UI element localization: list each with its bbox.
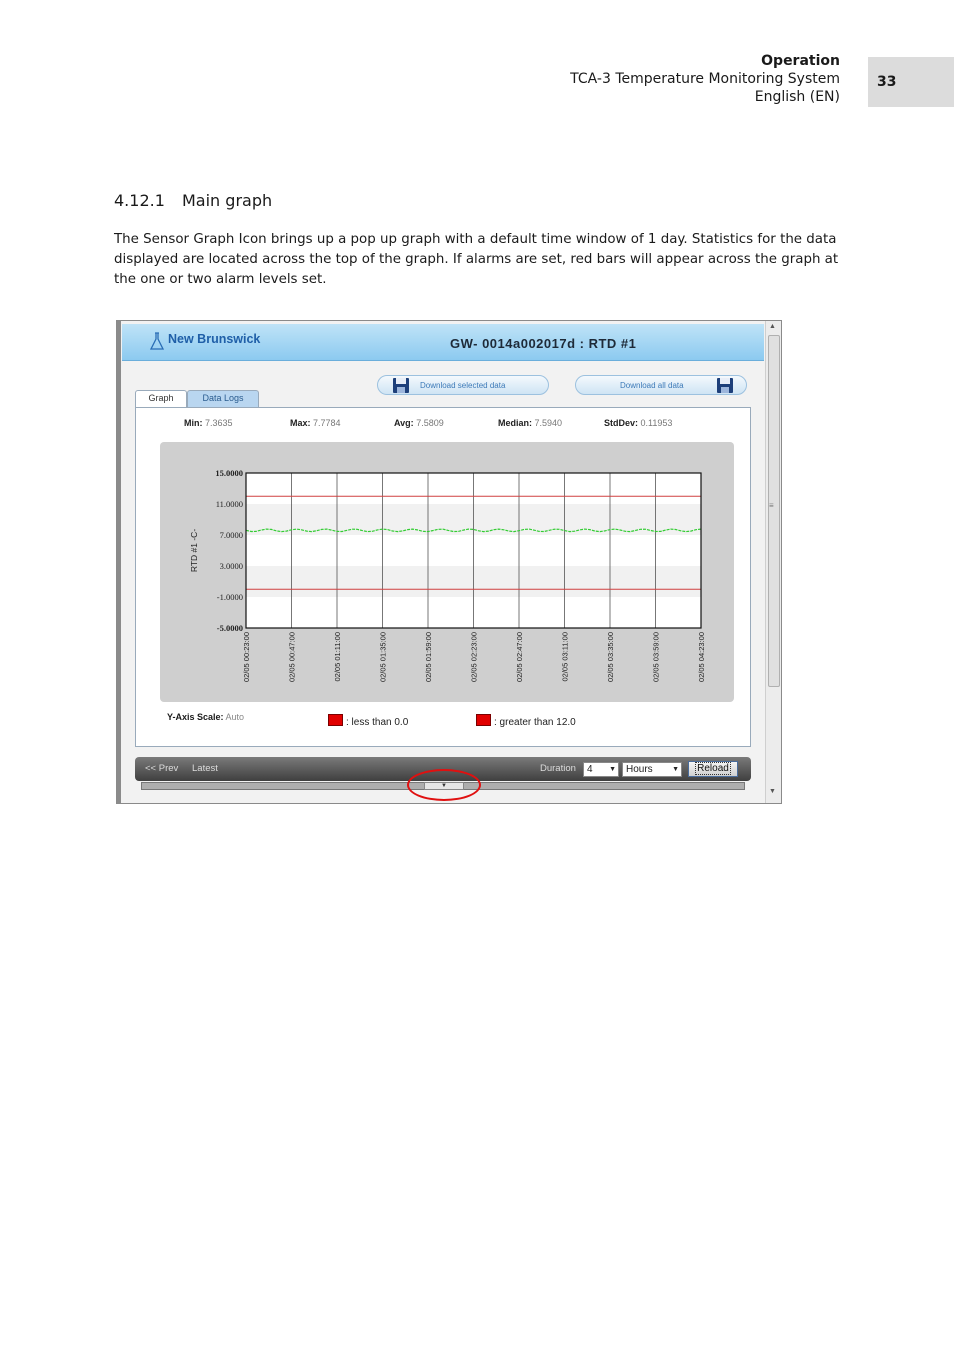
brand-logo: New Brunswick — [168, 332, 261, 346]
section-heading — [114, 191, 272, 210]
reload-button[interactable]: Reload — [688, 761, 738, 777]
red-swatch — [328, 714, 343, 726]
latest-link[interactable]: Latest — [192, 763, 218, 774]
y-tick-label: 3.0000 — [219, 561, 243, 571]
duration-label: Duration — [540, 763, 576, 774]
unit-select[interactable]: Hours ▼ — [622, 762, 682, 777]
highlight-circle — [407, 769, 481, 801]
x-tick-label: 02/05 00:47:00 — [287, 632, 297, 683]
header-language: English (EN) — [754, 89, 840, 105]
vertical-scrollbar[interactable] — [765, 321, 781, 803]
app-banner — [122, 324, 764, 361]
y-axis-label: RTD #1 -C- — [189, 528, 199, 573]
section-title: Main graph — [182, 191, 273, 210]
flask-icon — [149, 332, 165, 352]
prev-link[interactable]: << Prev — [145, 763, 179, 774]
chevron-down-icon: ▼ — [609, 766, 616, 773]
download-all-button[interactable] — [575, 375, 747, 395]
y-tick-label: 7.0000 — [219, 530, 243, 540]
stat-avg: Avg: 7.5809 — [394, 418, 444, 428]
x-tick-label: 02/05 01:11:00 — [333, 632, 342, 682]
chevron-down-icon: ▼ — [672, 766, 679, 773]
scroll-up-icon[interactable]: ▲ — [769, 323, 776, 330]
x-tick-label: 02/05 03:59:00 — [651, 632, 661, 683]
download-all-label: Download all data — [620, 381, 684, 390]
scroll-handle[interactable]: ▼ — [424, 782, 464, 790]
page-number: 33 — [868, 57, 954, 107]
tab-data-logs[interactable]: Data Logs — [187, 390, 259, 407]
stat-min: Min: 7.3635 — [184, 418, 233, 428]
floppy-disk-icon — [392, 377, 410, 394]
x-tick-label: 02/05 00:23:00 — [242, 632, 251, 683]
header-product: TCA-3 Temperature Monitoring System — [570, 71, 840, 87]
graph-panel — [135, 407, 751, 747]
y-tick-label: 15.0000 — [215, 468, 243, 478]
legend-high-alarm: : greater than 12.0 — [476, 714, 576, 728]
download-selected-button[interactable] — [377, 375, 549, 395]
plot-area — [160, 442, 734, 702]
download-selected-label: Download selected data — [420, 381, 506, 390]
header-section: Operation — [761, 53, 840, 69]
x-tick-label: 02/05 01:59:00 — [424, 632, 433, 683]
y-tick-label: -1.0000 — [216, 592, 243, 602]
legend-low-alarm: : less than 0.0 — [328, 714, 408, 728]
stat-stddev: StdDev: 0.11953 — [604, 418, 673, 428]
graph-screenshot — [116, 320, 782, 804]
window-left-border — [117, 321, 121, 803]
stat-max: Max: 7.7784 — [290, 418, 341, 428]
tab-graph[interactable]: Graph — [135, 390, 187, 407]
stat-median: Median: 7.5940 — [498, 418, 563, 428]
floppy-disk-icon — [716, 377, 734, 394]
y-tick-label: 11.0000 — [215, 499, 243, 509]
x-tick-label: 02/05 02:47:00 — [515, 632, 524, 683]
x-tick-label: 02/05 01:35:00 — [378, 632, 388, 683]
scroll-down-icon[interactable]: ▼ — [769, 788, 776, 795]
x-tick-label: 02/05 04:23:00 — [697, 632, 706, 683]
grip-icon: ≡ — [769, 501, 774, 510]
red-swatch — [476, 714, 491, 726]
x-tick-label: 02/05 02:23:00 — [469, 632, 479, 683]
temperature-chart — [160, 442, 734, 702]
scroll-thumb[interactable] — [768, 335, 780, 687]
section-number: 4.12.1 — [114, 191, 165, 210]
running-header — [570, 52, 840, 106]
y-axis-scale: Y-Axis Scale: Auto — [167, 712, 245, 722]
y-tick-label: -5.0000 — [216, 623, 243, 633]
body-paragraph: The Sensor Graph Icon brings up a pop up graph with a default time window of 1 day. Statistics for the data displayed are located across the top of the graph. If alarms are set, red bars will appear across the graph at the one or two alarm levels set. — [114, 232, 839, 287]
graph-window-title: GW- 0014a002017d : RTD #1 — [450, 336, 637, 351]
x-tick-label: 02/05 03:35:00 — [606, 632, 615, 683]
x-tick-label: 02/05 03:11:00 — [560, 632, 570, 682]
duration-select[interactable]: 4 ▼ — [583, 762, 619, 777]
